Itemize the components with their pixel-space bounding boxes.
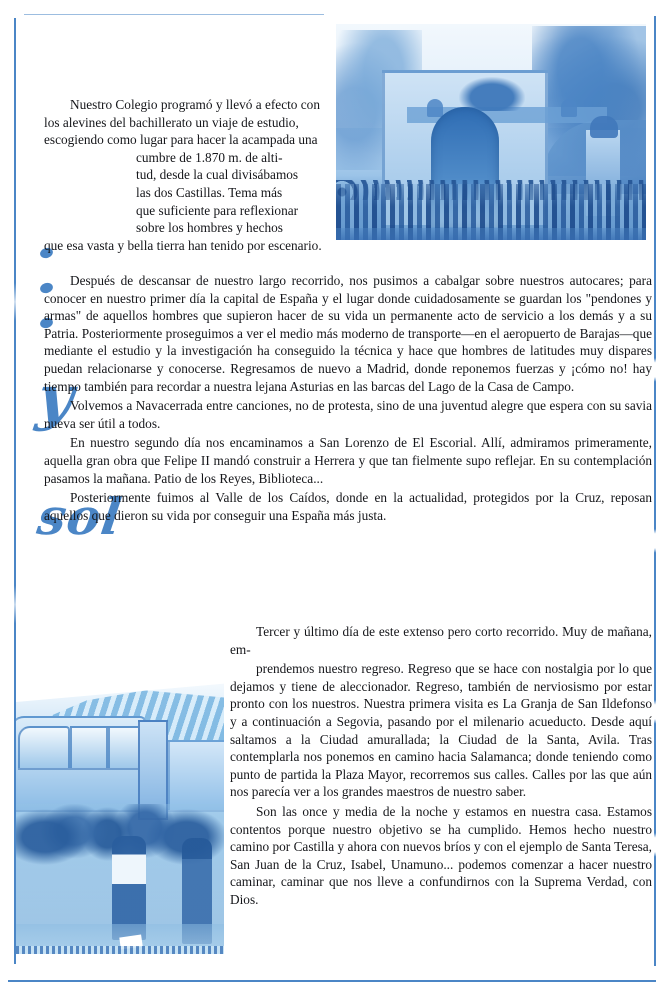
p1-line-7: que suficiente para reflexionar [136,202,299,218]
p1-line-6: las dos Castillas. Tema más [136,184,283,200]
p1-line-1: Nuestro Colegio programó y llevó a efecto con [70,97,320,112]
p1-line-3: escogiendo como lugar para hacer la acampada una [44,132,318,148]
paragraph-2: Después de descansar de nuestro largo recorrido, nos pusimos a cabalgar sobre nuestros autocares; para conocer en nuestro primer día la capital de España y el lugar donde cuidadosamente se guardan los "pendones y armas" de aquellos hombres que supieron hacer de su vida un permanente acto de servicio a los demás y a su Patria. Posteriormente proseguimos a ver el medio más moderno de transporte—en el aeropuerto de Barajas—que mediante el estudio y la investigación ha conseguido la técnica y hace que hombres de latitudes muy dispares puedan relacionarse y conocerse. Regresamos de nuevo a Madrid, donde reponemos fuerzas y ¡cómo no! hay tiempo también para recordar a nuestra lejana Asturias en las barcas del Lago de la Casa de Campo. [44,273,652,394]
photo-bottom-edge [16,946,224,954]
paragraphs-6-7 [44,623,652,915]
page-border-right [654,16,656,966]
script-letter-y: y [33,363,79,433]
p1-line-2: los alevines del bachillerato un viaje de estudio, [44,114,299,130]
p1-line-4: cumbre de 1.870 m. de alti- [136,149,283,165]
page-border-top [24,14,324,15]
script-word-sol: sol [33,487,126,546]
p1-line-8: sobre los hombres y hechos [136,220,283,236]
paragraphs-2-5 [44,272,652,526]
buses-photo-wrap-spacer [44,623,230,915]
p1-line-9: que esa vasta y bella tierra han tenido por escenario. [44,237,322,253]
p1-line-5: tud, desde la cual divisábamos [136,167,299,183]
paragraph-1 [44,96,652,254]
page-border-bottom [8,980,656,982]
paragraph-7: Son las once y media de la noche y estamos en nuestra casa. Estamos contentos porque nuestro objetivo se ha cumplido. Hemos hecho nuestro camino por Castilla y ahora con nuevos bríos y con el ejemplo de Santa Teresa, San Juan de la Cruz, Isabel, Unamuno... podemos comenzar a hacer nuestro caminar, caminar que nos lleve a confundirnos con la Suprema Verdad, con Dios. [230,803,652,907]
paragraph-6-opening: Tercer y último día de este extenso pero corto recorrido. Muy de mañana, em- [230,624,652,657]
paragraph-4: En nuestro segundo día nos encaminamos a San Lorenzo de El Escorial. Allí, admiramos primeramente, aquella gran obra que Felipe II mandó construir a Herrera y que tan fielmente supo reflejar. En su contemplación pasamos la mañana. Patio de los Reyes, Biblioteca... [44,435,652,486]
paragraph-3: Volvemos a Navacerrada entre canciones, no de protesta, sino de una juventud alegre que espera con su savia nueva ser útil a todos. [44,398,652,431]
paragraph-5: Posteriormente fuimos al Valle de los Caídos, donde en la actualidad, protegidos por la Cruz, reposan aquellos que dieron su vida por conseguir una España más justa. [44,490,652,523]
paragraph-6-rest: prendemos nuestro regreso. Regreso que se hace con nostalgia por lo que dejamos y tiene de aleccionador. Regreso, también de nerviosismo por estar pronto con los nuestros. Nuestra primera visita es La Granja de San Ildefonso y a continuación a Segovia, pasando por el milenario acueducto. Desde aquí saltamos a la Ciudad amurallada; la Ciudad de la Santa, Avila. Tras contemplarla nos ponemos en camino hacia Salamanca; donde teniendo como punto de partida la Plaza Mayor, recorremos sus calles. Calles por las que aún nos parecía ver a los grandes maestros de nuestro saber. [230,661,652,800]
